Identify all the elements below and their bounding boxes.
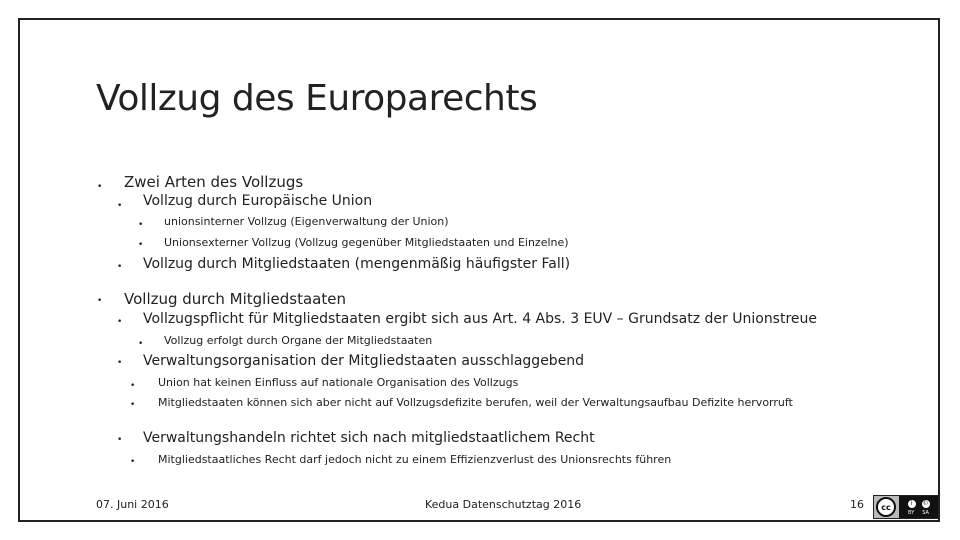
section1-sub1-item: unionsinterner Vollzug (Eigenverwaltung der Union)	[164, 215, 449, 228]
bullet: •	[138, 240, 144, 250]
cc-license-badge	[873, 495, 939, 519]
bullet: •	[130, 457, 136, 467]
section1-sub2: Vollzug durch Mitgliedstaaten (mengenmäßig häufigster Fall)	[143, 256, 571, 272]
section2-sub3-item: Mitgliedstaatliches Recht darf jedoch nicht zu einem Effizienzverlust des Unionsrechts führen	[158, 453, 672, 466]
sa-label: SA	[922, 509, 929, 516]
bullet: •	[117, 435, 123, 445]
bullet: •	[117, 201, 123, 211]
bullet: •	[138, 220, 144, 230]
share-alike-icon: ©	[922, 500, 929, 507]
attribution-icon: i	[907, 499, 917, 509]
cc-icon: cc	[876, 497, 896, 517]
bullet: •	[130, 381, 136, 391]
section2-sub2: Verwaltungsorganisation der Mitgliedstaaten ausschlaggebend	[143, 353, 585, 369]
bullet: •	[117, 262, 123, 272]
section1-sub1: Vollzug durch Europäische Union	[143, 193, 373, 209]
cc-attribution-panel	[899, 496, 938, 518]
section2-sub3: Verwaltungshandeln richtet sich nach mitgliedstaatlichem Recht	[143, 430, 595, 446]
bullet: •	[97, 296, 103, 306]
slide-title: Vollzug des Europarechts	[96, 78, 538, 119]
section1-heading: Zwei Arten des Vollzugs	[124, 173, 304, 191]
bullet: •	[117, 358, 123, 368]
page-number: 16	[850, 498, 864, 511]
section2-sub1-item: Vollzug erfolgt durch Organe der Mitgliedstaaten	[164, 334, 433, 347]
bullet: •	[117, 317, 123, 327]
section2-heading: Vollzug durch Mitgliedstaaten	[124, 290, 346, 308]
footer-center: Kedua Datenschutztag 2016	[425, 498, 582, 511]
footer-date: 07. Juni 2016	[96, 498, 169, 511]
bullet: •	[138, 339, 144, 349]
section2-sub2-item: Union hat keinen Einfluss auf nationale Organisation des Vollzugs	[158, 376, 519, 389]
bullet: •	[97, 182, 103, 192]
section2-sub2-item: Mitgliedstaaten können sich aber nicht auf Vollzugsdefizite berufen, weil der Verwaltungsaufbau Defizite hervorruft	[158, 396, 793, 409]
by-label: BY	[908, 509, 915, 516]
bullet: •	[130, 400, 136, 410]
section1-sub1-item: Unionsexterner Vollzug (Vollzug gegenüber Mitgliedstaaten und Einzelne)	[164, 236, 569, 249]
section2-sub1: Vollzugspflicht für Mitgliedstaaten ergibt sich aus Art. 4 Abs. 3 EUV – Grundsatz der Unionstreue	[143, 311, 818, 327]
